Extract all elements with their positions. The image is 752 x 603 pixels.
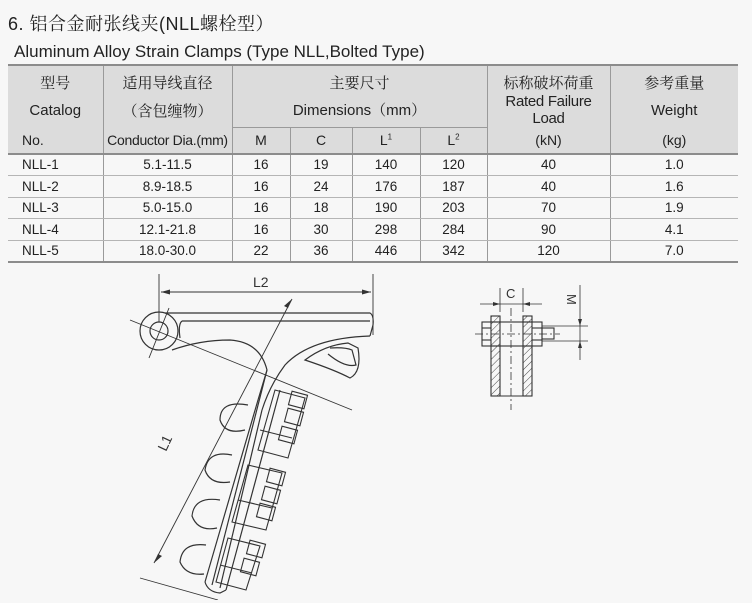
section-title-en: Aluminum Alloy Strain Clamps (Type NLL,Bolted Type): [14, 42, 425, 61]
header-l2: $L_2$: [420, 127, 487, 154]
cell-l1: 446: [352, 240, 420, 262]
header-load-en: Rated Failure Load: [487, 93, 610, 127]
header-conductor-en: Conductor Dia.(mm): [103, 127, 232, 154]
header-weight-cn: 参考重量: [610, 65, 738, 93]
header-dimensions-cn: 主要尺寸: [232, 65, 487, 93]
cell-c: 19: [290, 154, 352, 176]
cell-l1: 176: [352, 176, 420, 198]
header-m: M: [232, 127, 290, 154]
cell-load: 90: [487, 219, 610, 241]
cell-load: 40: [487, 176, 610, 198]
cell-l2: 203: [420, 197, 487, 219]
cell-l1: 140: [352, 154, 420, 176]
cell-model: NLL-5: [8, 240, 103, 262]
table-row: [8, 219, 738, 241]
header-l1: $L_1$: [352, 127, 420, 154]
cell-weight: 1.9: [610, 197, 738, 219]
cell-l2: 342: [420, 240, 487, 262]
cell-load: 120: [487, 240, 610, 262]
cell-weight: 4.1: [610, 219, 738, 241]
cell-c: 24: [290, 176, 352, 198]
dimension-label-m: M: [564, 294, 579, 305]
clamp-main-view-drawing: [120, 260, 410, 600]
cell-model: NLL-1: [8, 154, 103, 176]
cell-model: NLL-4: [8, 219, 103, 241]
table-row: [8, 154, 738, 176]
table-row: [8, 197, 738, 219]
cell-weight: 1.0: [610, 154, 738, 176]
table-row: [8, 176, 738, 198]
header-c: C: [290, 127, 352, 154]
cell-conductor: 5.1-11.5: [103, 154, 232, 176]
header-conductor-cn2: （含包缠物）: [103, 93, 232, 127]
header-conductor-cn: 适用导线直径: [103, 65, 232, 93]
clamp-section-view-drawing: [460, 270, 600, 420]
dimension-label-l1: L1: [154, 432, 176, 454]
cell-m: 22: [232, 240, 290, 262]
cell-c: 30: [290, 219, 352, 241]
cell-model: NLL-3: [8, 197, 103, 219]
cell-c: 36: [290, 240, 352, 262]
cell-m: 16: [232, 154, 290, 176]
header-load-cn: 标称破坏荷重: [487, 65, 610, 93]
cell-m: 16: [232, 219, 290, 241]
cell-conductor: 18.0-30.0: [103, 240, 232, 262]
cell-l2: 120: [420, 154, 487, 176]
cell-l1: 298: [352, 219, 420, 241]
cell-l2: 284: [420, 219, 487, 241]
header-weight-unit: (kg): [610, 127, 738, 154]
spec-table: [8, 64, 738, 263]
cell-m: 16: [232, 176, 290, 198]
cell-load: 40: [487, 154, 610, 176]
header-catalog-en: Catalog: [8, 93, 103, 127]
header-load-unit: (kN): [487, 127, 610, 154]
header-dimensions-en: Dimensions（mm）: [232, 93, 487, 127]
cell-c: 18: [290, 197, 352, 219]
cell-weight: 7.0: [610, 240, 738, 262]
cell-conductor: 8.9-18.5: [103, 176, 232, 198]
header-catalog-cn: 型号: [8, 65, 103, 93]
section-title-cn: 6. 铝合金耐张线夹(NLL螺栓型）: [8, 14, 275, 34]
cell-conductor: 12.1-21.8: [103, 219, 232, 241]
header-weight-en: Weight: [610, 93, 738, 127]
dimension-label-l2: L2: [253, 274, 269, 290]
table-row: [8, 240, 738, 262]
cell-m: 16: [232, 197, 290, 219]
header-catalog-no: No.: [8, 127, 103, 154]
cell-conductor: 5.0-15.0: [103, 197, 232, 219]
cell-l2: 187: [420, 176, 487, 198]
cell-weight: 1.6: [610, 176, 738, 198]
cell-model: NLL-2: [8, 176, 103, 198]
cell-l1: 190: [352, 197, 420, 219]
dimension-label-c: C: [506, 286, 516, 301]
cell-load: 70: [487, 197, 610, 219]
